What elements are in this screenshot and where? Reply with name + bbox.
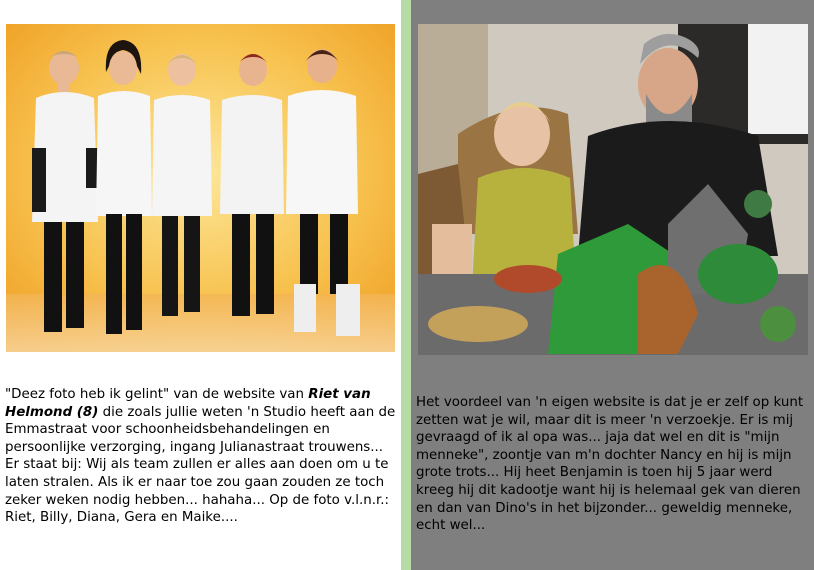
left-caption-intro: "Deez foto heb ik gelint" van de website van [5,387,309,402]
left-caption [5,386,399,527]
left-caption-body: die zoals jullie weten 'n Studio heeft aan de Emmastraat voor schoonheidsbehandelingen en persoonlijke verzorging, ingang Julianastraat trouwens... Er staat bij: Wij als team zullen er alles aan doen om u te laten stralen. Als ik er naar toe zou gaan zouden ze toch zeker weken nodig hebben... hahaha... Op de foto v.l.n.r.: Riet, Billy, Diana, Gera en Maike.... [5,404,396,526]
grandson-photo [418,24,808,355]
team-photo [6,24,395,352]
studio-owner-name: Riet van Helmond (8) [5,387,371,420]
column-divider [401,0,411,570]
right-column [411,0,814,570]
left-column [0,0,401,570]
right-caption: Het voordeel van 'n eigen website is dat je er zelf op kunt zetten wat je wil, maar dit is meer 'n verzoekje. Er is mij gevraagd of ik al opa was... jaja dat wel en dit is "mijn menneke", zoontje van m'n dochter Nancy en hij is mijn grote trots... Hij heet Benjamin is toen hij 5 jaar werd kreeg hij dit kadootje want hij is helemaal gek van dieren en dan van Dino's in het bijzonder... geweldig menneke, echt wel... [416,395,804,534]
